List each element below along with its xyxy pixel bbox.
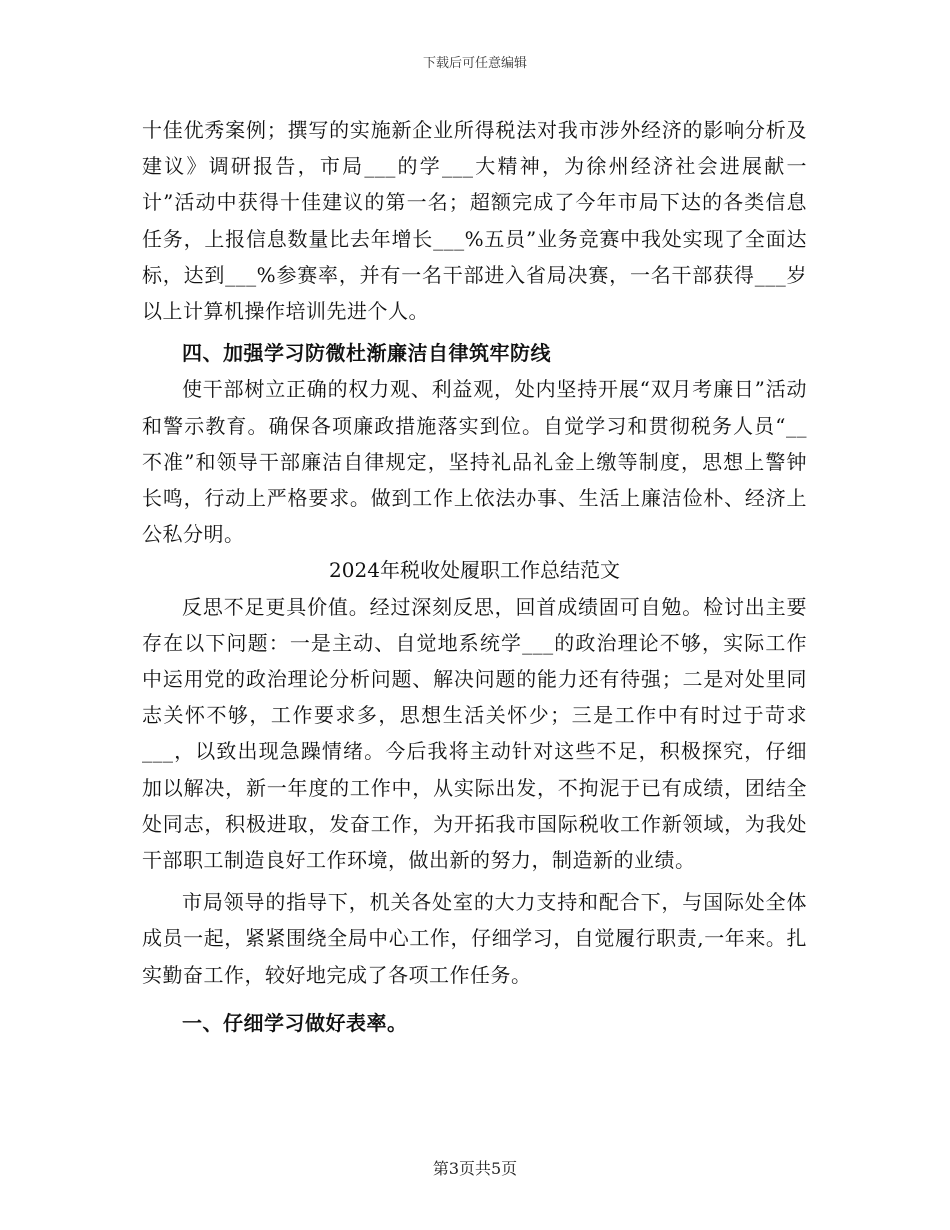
paragraph-summary: 市局领导的指导下，机关各处室的大力支持和配合下，与国际处全体成员一起，紧紧围绕全局中心工作，仔细学习，自觉履行职责,一年来。扎实勤奋工作，较好地完成了各项工作任务。 bbox=[142, 890, 807, 987]
page-number: 第3页共5页 bbox=[432, 1159, 518, 1178]
paragraph-integrity: 使干部树立正确的权力观、利益观，处内坚持开展“双月考廉日”活动和警示教育。确保各项廉政措施落实到位。自觉学习和贯彻税务人员“__不准”和领导干部廉洁自律规定，坚持礼品礼金上缴等制度，思想上警钟长鸣，行动上严格要求。做到工作上依法办事、生活上廉洁俭朴、经济上公私分明。 bbox=[142, 377, 807, 547]
section-heading-4: 四、加强学习防微杜渐廉洁自律筑牢防线 bbox=[182, 341, 551, 366]
document-title: 2024年税收处履职工作总结范文 bbox=[329, 558, 620, 583]
document-body bbox=[142, 112, 807, 1041]
page-header: 下载后可任意编辑 bbox=[422, 56, 527, 71]
section-heading-1: 一、仔细学习做好表率。 bbox=[182, 1010, 408, 1035]
paragraph-reflection: 反思不足更具价值。经过深刻反思，回首成绩固可自勉。检讨出主要存在以下问题：一是主动、自觉地系统学___的政治理论不够，实际工作中运用党的政治理论分析问题、解决问题的能力还有待强；二是对处里同志关怀不够，工作要求多，思想生活关怀少；三是工作中有时过于苛求___，以致出现急躁情绪。今后我将主动针对这些不足，积极探究，仔细加以解决，新一年度的工作中，从实际出发，不拘泥于已有成绩，团结全处同志，积极进取，发奋工作，为开拓我市国际税收工作新领域，为我处干部职工制造良好工作环境，做出新的努力，制造新的业绩。 bbox=[142, 594, 807, 873]
paragraph-achievements: 十佳优秀案例；撰写的实施新企业所得税法对我市涉外经济的影响分析及建议》调研报告，市局___的学___大精神，为徐州经济社会进展献一计”活动中获得十佳建议的第一名；超额完成了今年市局下达的各类信息任务，上报信息数量比去年增长___%五员”业务竞赛中我处实现了全面达标，达到___%参赛率，并有一名干部进入省局决赛，一名干部获得___岁以上计算机操作培训先进个人。 bbox=[142, 118, 807, 324]
